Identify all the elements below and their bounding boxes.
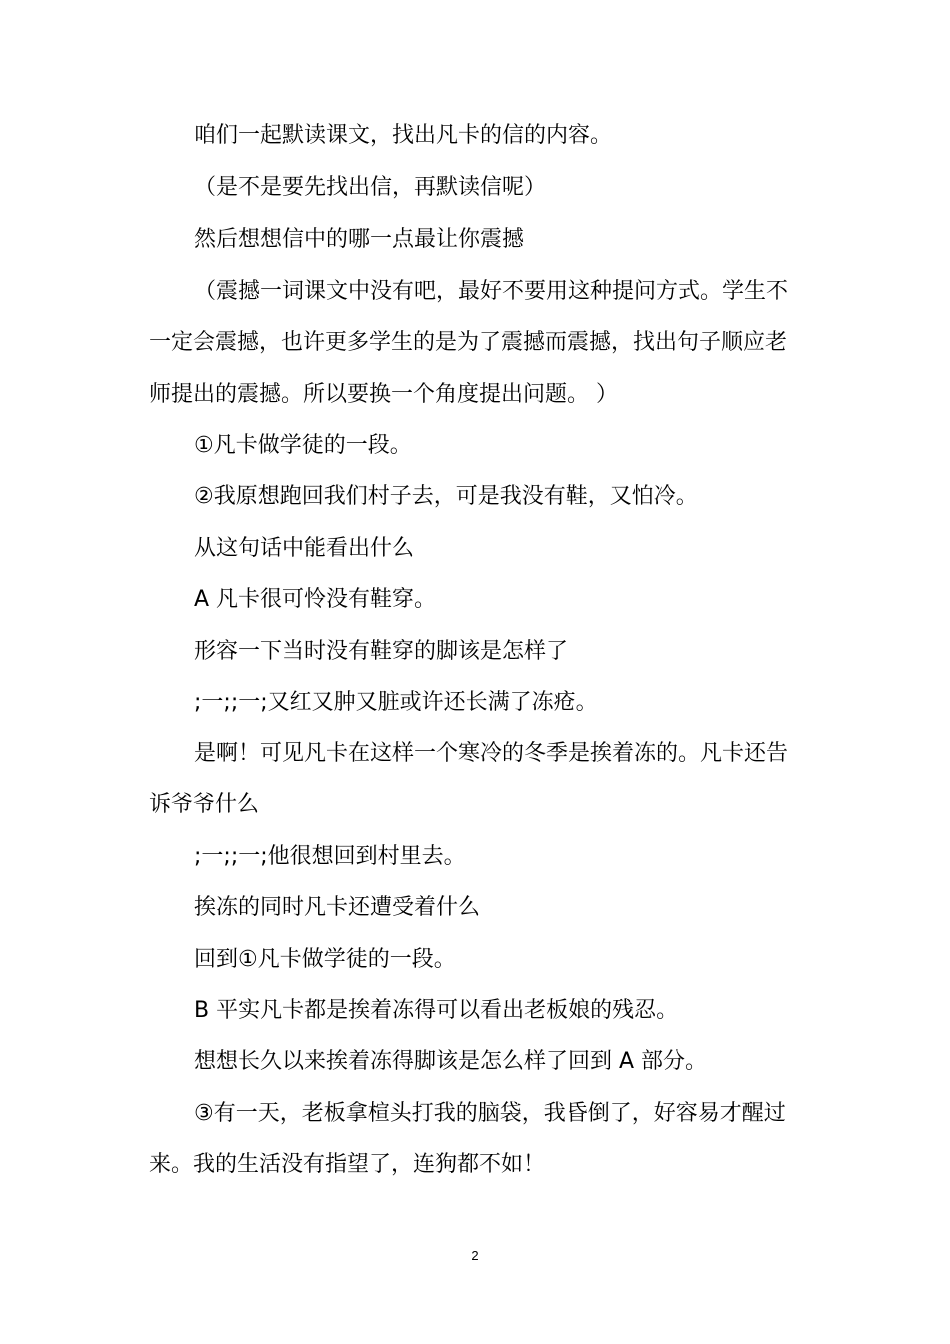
text-line: 想想长久以来挨着冻得脚该是怎么样了回到 A 部分。	[194, 1049, 708, 1074]
text-line: 是啊！可见凡卡在这样一个寒冷的冬季是挨着冻的。凡卡还告	[194, 741, 789, 766]
text-line: 挨冻的同时凡卡还遭受着什么	[194, 895, 481, 920]
text-line: 形容一下当时没有鞋穿的脚该是怎样了	[194, 639, 569, 664]
text-line: 咱们一起默读课文，找出凡卡的信的内容。	[194, 123, 613, 148]
text-line: 师提出的震撼。所以要换一个角度提出问题。 ）	[149, 382, 618, 407]
text-line: 诉爷爷什么	[149, 792, 260, 817]
text-line: ;一;;一;又红又肿又脏或许还长满了冻疮。	[194, 690, 598, 715]
page-number: 2	[471, 1248, 479, 1263]
text-line: （震撼一词课文中没有吧，最好不要用这种提问方式。学生不	[194, 279, 789, 304]
text-line: B 平实凡卡都是挨着冻得可以看出老板娘的残忍。	[194, 998, 679, 1023]
text-line: 然后想想信中的哪一点最让你震撼	[194, 227, 525, 252]
text-line: 来。我的生活没有指望了，连狗都不如！	[149, 1152, 546, 1177]
text-line: （是不是要先找出信，再默读信呢）	[194, 175, 547, 200]
text-line: 一定会震撼，也许更多学生的是为了震撼而震撼，找出句子顺应老	[149, 330, 788, 355]
text-line: ②我原想跑回我们村子去，可是我没有鞋，又怕冷。	[194, 484, 698, 509]
text-line: 回到①凡卡做学徒的一段。	[194, 947, 456, 972]
text-line: ;一;;一;他很想回到村里去。	[194, 844, 466, 869]
text-line: 从这句话中能看出什么	[194, 536, 415, 561]
text-line: A 凡卡很可怜没有鞋穿。	[194, 587, 437, 612]
text-line: ①凡卡做学徒的一段。	[194, 433, 412, 458]
text-line: ③有一天，老板拿楦头打我的脑袋，我昏倒了，好容易才醒过	[194, 1101, 786, 1126]
